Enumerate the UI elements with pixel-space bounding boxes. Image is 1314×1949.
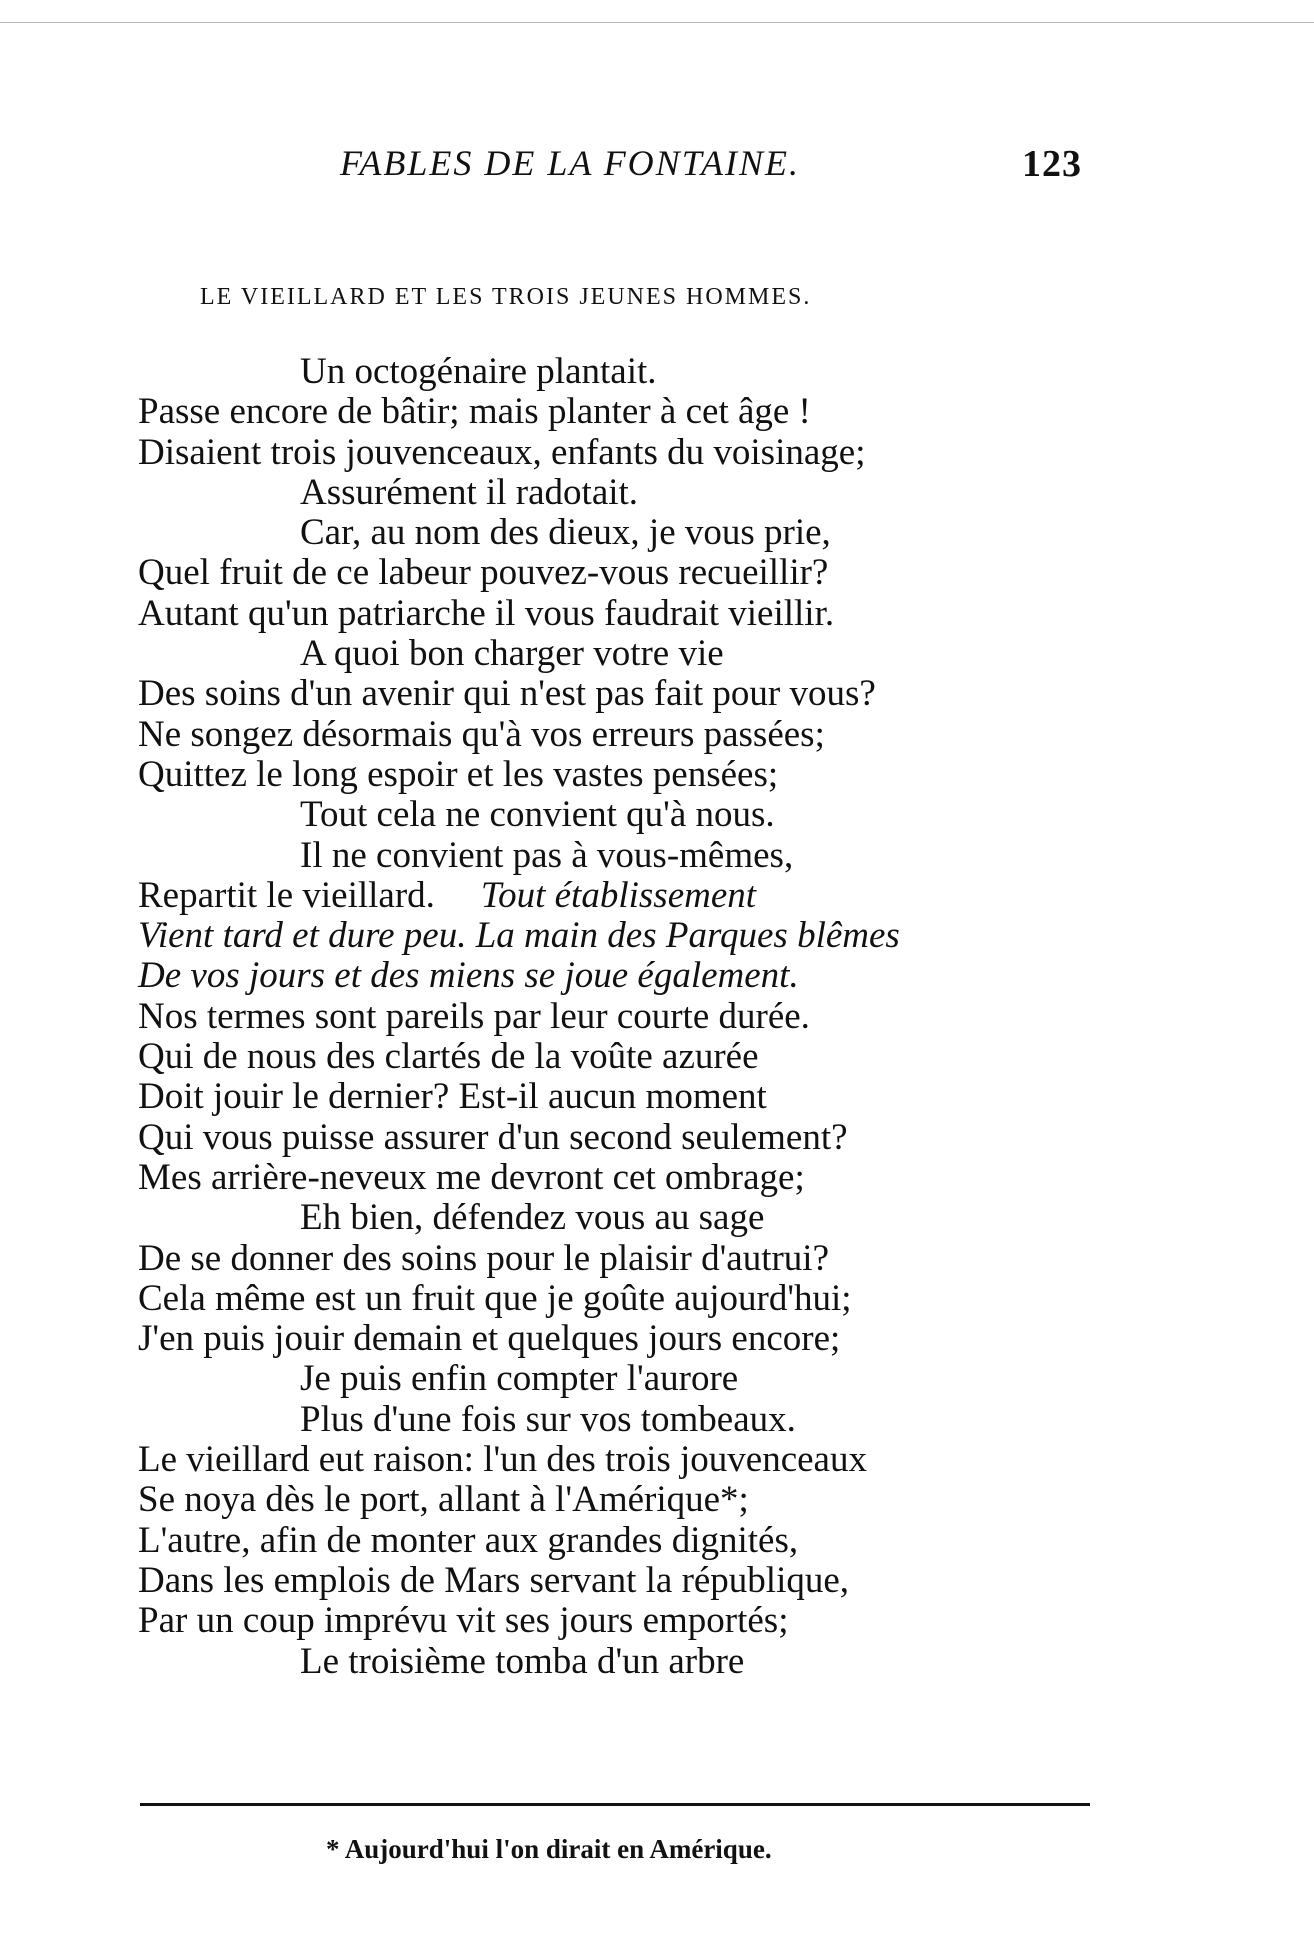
poem-line bbox=[0, 513, 1314, 553]
poem-line bbox=[0, 876, 1314, 916]
poem-line-text: Eh bien, défendez vous au sage bbox=[300, 1197, 765, 1239]
poem-line bbox=[0, 836, 1314, 876]
poem-line-text: Autant qu'un patriarche il vous faudrait vieillir. bbox=[138, 592, 835, 634]
poem-line bbox=[0, 352, 1314, 392]
poem-line-text: Je puis enfin compter l'aurore bbox=[300, 1358, 739, 1400]
poem-line-text: Qui de nous des clartés de la voûte azurée bbox=[138, 1036, 759, 1078]
poem-line-text: De se donner des soins pour le plaisir d'autrui? bbox=[138, 1237, 830, 1279]
poem-line-text: Qui vous puisse assurer d'un second seulement? bbox=[138, 1116, 848, 1158]
poem-line bbox=[0, 715, 1314, 755]
poem-line-text: Disaient trois jouvenceaux, enfants du voisinage; bbox=[138, 431, 866, 473]
poem-line bbox=[0, 1561, 1314, 1601]
poem-line bbox=[0, 1279, 1314, 1319]
poem-line-text: Quittez le long espoir et les vastes pensées; bbox=[138, 753, 779, 795]
page-number: 123 bbox=[1022, 143, 1082, 185]
poem-line-text: De vos jours et des miens se joue également. bbox=[138, 955, 799, 997]
poem-body bbox=[0, 352, 1314, 1682]
poem-line-text: Des soins d'un avenir qui n'est pas fait pour vous? bbox=[138, 673, 876, 715]
poem-line-text: Se noya dès le port, allant à l'Amérique*; bbox=[138, 1479, 749, 1521]
poem-line bbox=[0, 795, 1314, 835]
poem-line bbox=[0, 392, 1314, 432]
poem-line-text: Tout cela ne convient qu'à nous. bbox=[300, 794, 775, 836]
poem-line-text: Il ne convient pas à vous-mêmes, bbox=[300, 834, 794, 876]
poem-line bbox=[0, 1037, 1314, 1077]
poem-line bbox=[0, 1521, 1314, 1561]
fable-title: LE VIEILLARD ET LES TROIS JEUNES HOMMES. bbox=[200, 284, 812, 310]
poem-line bbox=[0, 755, 1314, 795]
poem-line-italic-tail: Tout établissement bbox=[480, 874, 757, 916]
poem-line bbox=[0, 1400, 1314, 1440]
poem-line-text: Vient tard et dure peu. La main des Parques blêmes bbox=[138, 915, 900, 957]
poem-line bbox=[0, 433, 1314, 473]
poem-line bbox=[0, 674, 1314, 714]
poem-line bbox=[0, 956, 1314, 996]
poem-line-text: Par un coup imprévu vit ses jours emportés; bbox=[138, 1600, 789, 1642]
poem-line bbox=[0, 1319, 1314, 1359]
top-edge-rule bbox=[0, 22, 1314, 23]
poem-line bbox=[0, 1158, 1314, 1198]
poem-line-text: Mes arrière-neveux me devront cet ombrage; bbox=[138, 1156, 805, 1198]
poem-line bbox=[0, 1480, 1314, 1520]
poem-line-text: L'autre, afin de monter aux grandes dignités, bbox=[138, 1519, 799, 1561]
poem-line-text: Repartit le vieillard. bbox=[138, 874, 435, 916]
poem-line-text: Nos termes sont pareils par leur courte durée. bbox=[138, 995, 810, 1037]
poem-line-text: A quoi bon charger votre vie bbox=[300, 633, 724, 675]
poem-line-text: Ne songez désormais qu'à vos erreurs passées; bbox=[138, 713, 825, 755]
poem-line bbox=[0, 1601, 1314, 1641]
poem-line-text: Un octogénaire plantait. bbox=[300, 351, 657, 392]
poem-line bbox=[0, 1440, 1314, 1480]
poem-line-text: Quel fruit de ce labeur pouvez-vous recueillir? bbox=[138, 552, 829, 594]
poem-line-text: Cela même est un fruit que je goûte aujourd'hui; bbox=[138, 1277, 852, 1319]
poem-line-text: J'en puis jouir demain et quelques jours encore; bbox=[138, 1318, 841, 1360]
poem-line-text: Le troisième tomba d'un arbre bbox=[300, 1640, 745, 1682]
poem-line bbox=[0, 553, 1314, 593]
poem-line-text: Car, au nom des dieux, je vous prie, bbox=[300, 512, 831, 554]
poem-line-text: Plus d'une fois sur vos tombeaux. bbox=[300, 1398, 796, 1440]
poem-line-text: Le vieillard eut raison: l'un des trois jouvenceaux bbox=[138, 1439, 867, 1481]
poem-line bbox=[0, 1198, 1314, 1238]
poem-line bbox=[0, 1642, 1314, 1682]
poem-line-text: Doit jouir le dernier? Est-il aucun moment bbox=[138, 1076, 767, 1118]
poem-line-text: Passe encore de bâtir; mais planter à cet âge ! bbox=[138, 391, 811, 433]
poem-line-text: Assurément il radotait. bbox=[300, 471, 639, 513]
footnote-rule bbox=[140, 1803, 1090, 1806]
poem-line bbox=[0, 473, 1314, 513]
poem-line bbox=[0, 997, 1314, 1037]
running-title: FABLES DE LA FONTAINE. bbox=[340, 143, 801, 183]
poem-line-text: Dans les emplois de Mars servant la république, bbox=[138, 1559, 850, 1601]
footnote: * Aujourd'hui l'on dirait en Amérique. bbox=[326, 1834, 772, 1864]
poem-line bbox=[0, 594, 1314, 634]
poem-line bbox=[0, 1239, 1314, 1279]
poem-line bbox=[0, 1077, 1314, 1117]
poem-line bbox=[0, 1359, 1314, 1399]
poem-line bbox=[0, 916, 1314, 956]
poem-line bbox=[0, 634, 1314, 674]
poem-line bbox=[0, 1118, 1314, 1158]
